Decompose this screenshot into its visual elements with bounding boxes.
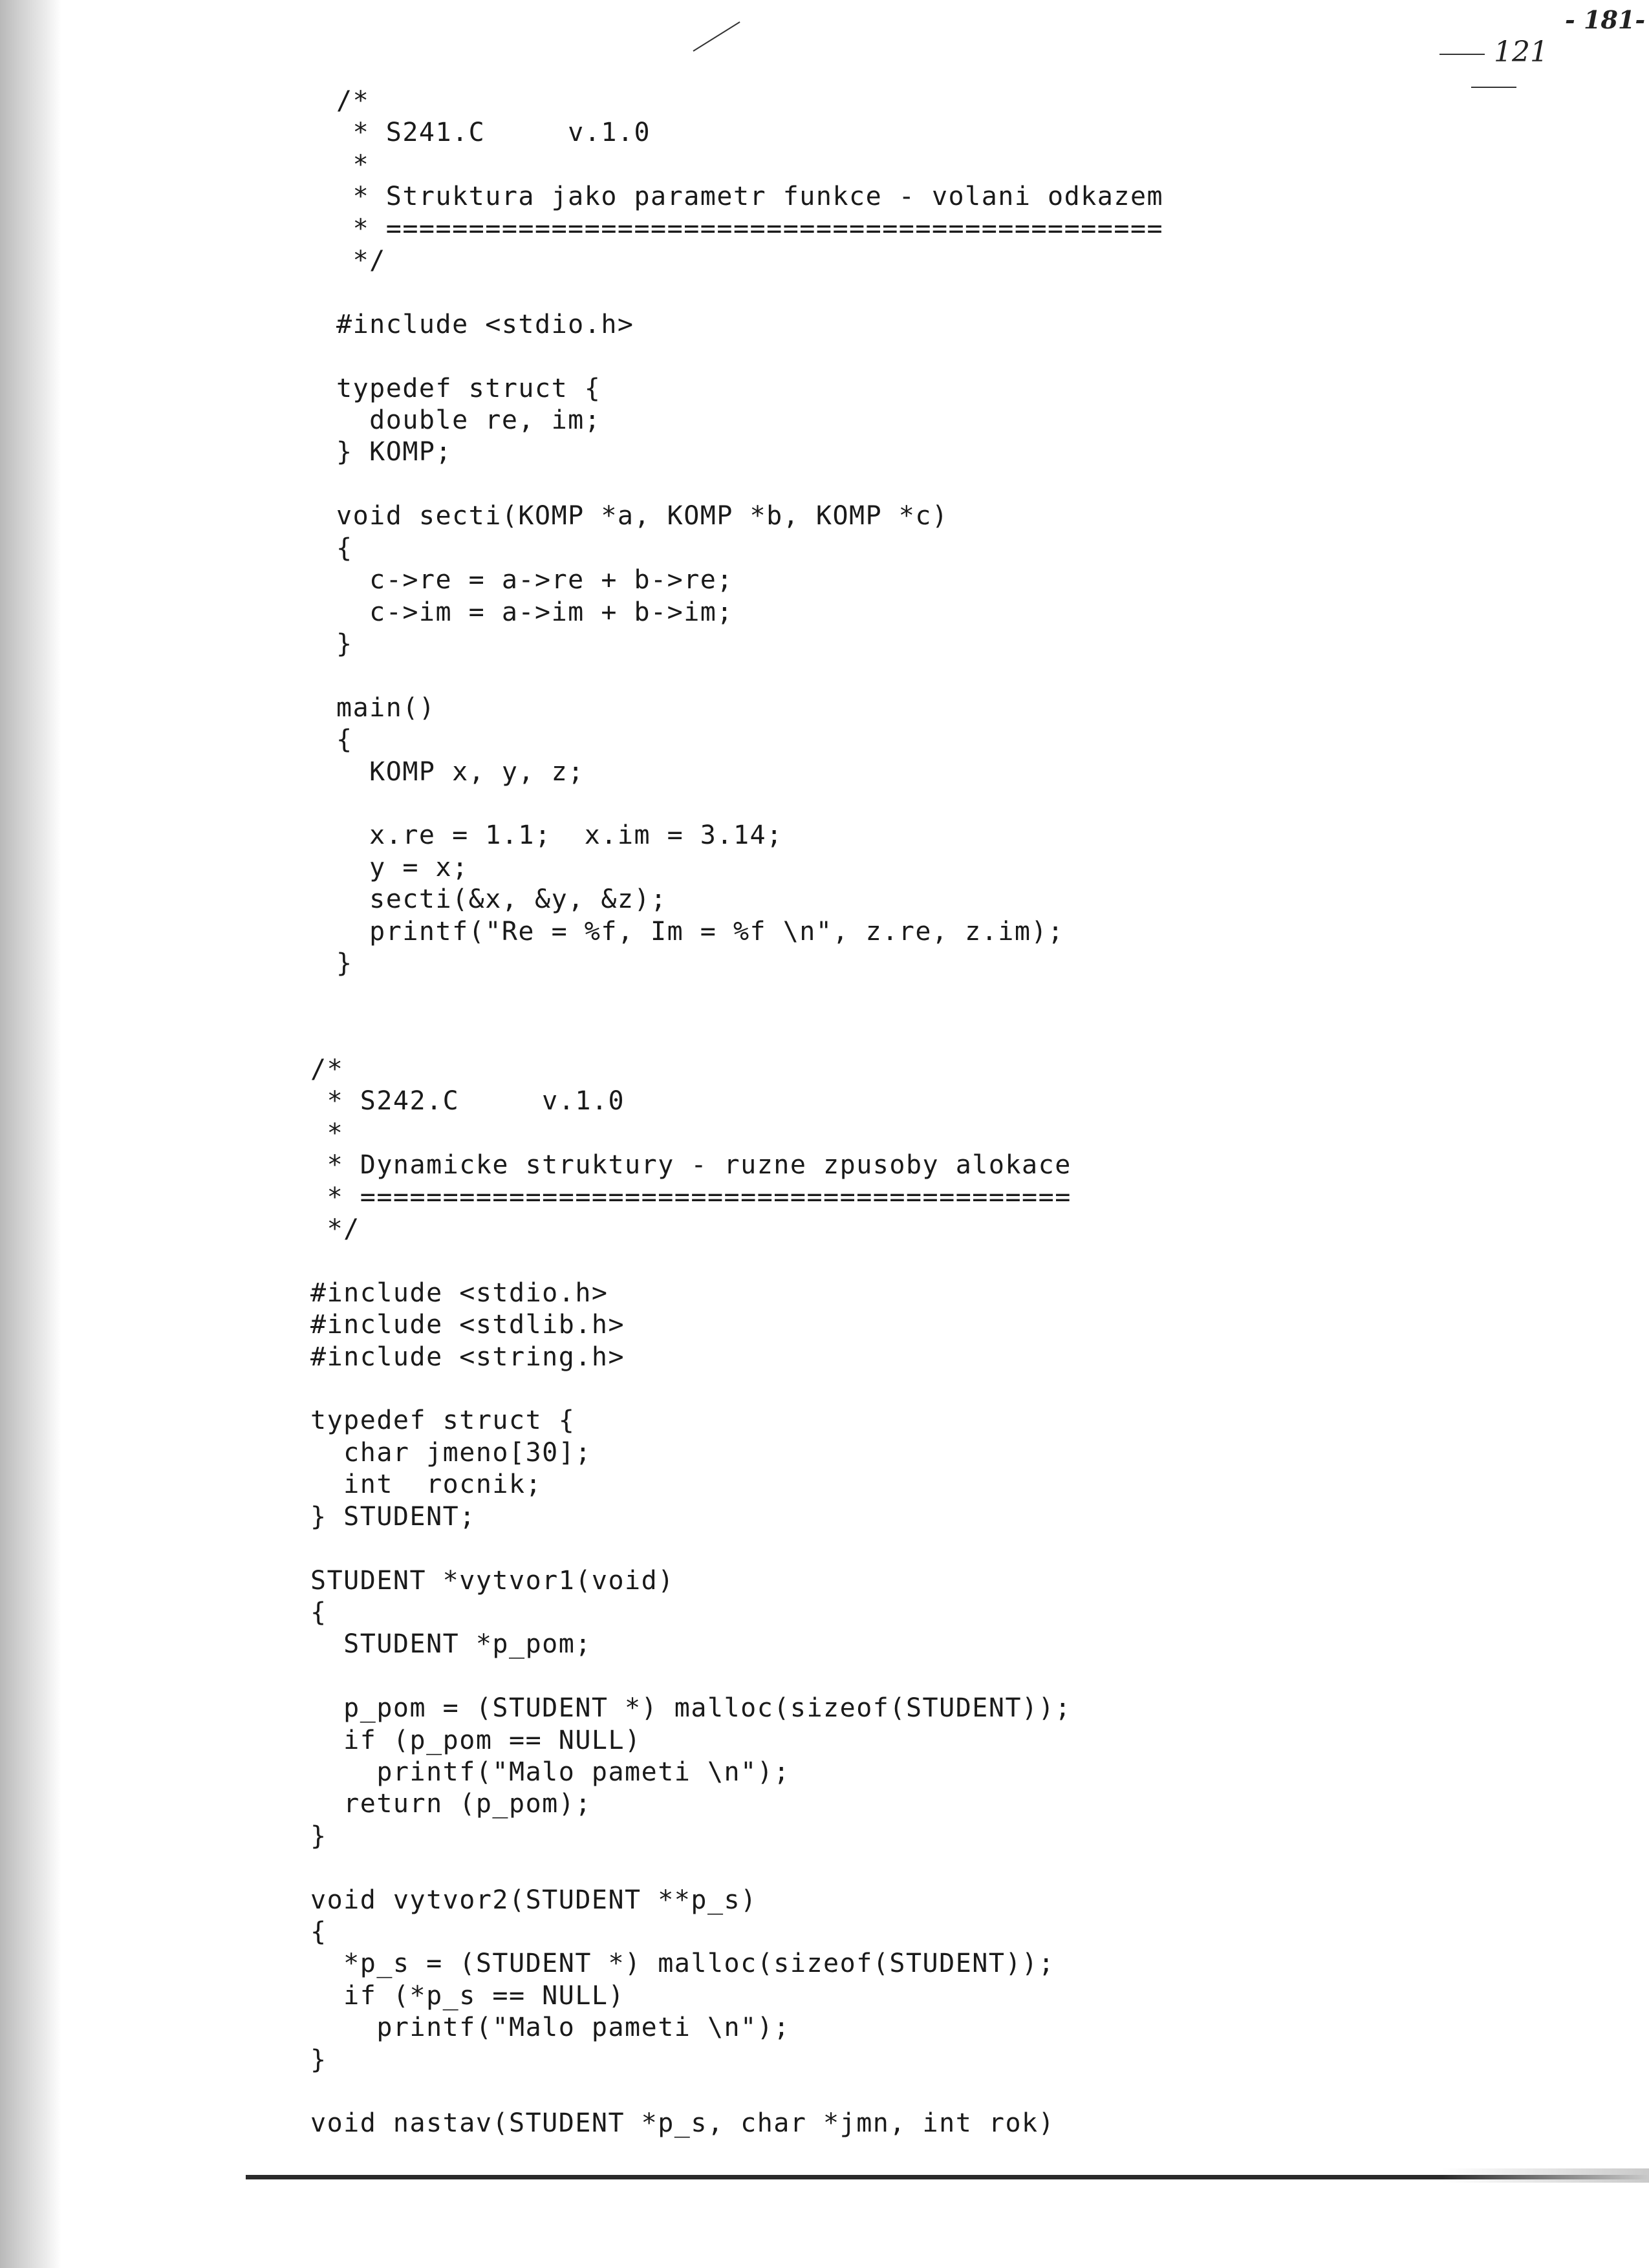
corner-page-mark: - 181- bbox=[1565, 5, 1646, 34]
page-bottom-rule bbox=[246, 2175, 1649, 2179]
scan-edge-shadow bbox=[0, 0, 61, 2268]
pen-stroke-mark bbox=[693, 21, 740, 52]
page-number bbox=[1426, 36, 1562, 102]
page-number-rule-right bbox=[1471, 87, 1516, 88]
page-number-rule-left bbox=[1439, 54, 1485, 55]
code-listing-s242: /* * S242.C v.1.0 * * Dynamicke struktury - ruzne zpusoby alokace * =========================================== */ #include <stdio.h> #include <stdlib.h> #include <string.h> typedef struct { char jmeno[30]; int rocnik; } STUDENT; STUDENT *vytvor1(void) { STUDENT *p_pom; p_pom = (STUDENT *) malloc(sizeof(STUDENT)); if (p_pom == NULL) printf("Malo pameti \n"); return (p_pom); } void vytvor2(STUDENT **p_s) { *p_s = (STUDENT *) malloc(sizeof(STUDENT)); if (*p_s == NULL) printf("Malo pameti \n"); } void nastav(STUDENT *p_s, char *jmn, int rok) bbox=[310, 1054, 1072, 2139]
code-listing-s241: /* * S241.C v.1.0 * * Struktura jako parametr funkce - volani odkazem * =============================================== */ #include <stdio.h> typedef struct { double re, im; } KOMP; void secti(KOMP *a, KOMP *b, KOMP *c) { c->re = a->re + b->re; c->im = a->im + b->im; } main() { KOMP x, y, z; x.re = 1.1; x.im = 3.14; y = x; secti(&x, &y, &z); printf("Re = %f, Im = %f \n", z.re, z.im); } bbox=[336, 86, 1164, 978]
page-number-value: 121 bbox=[1494, 36, 1548, 69]
